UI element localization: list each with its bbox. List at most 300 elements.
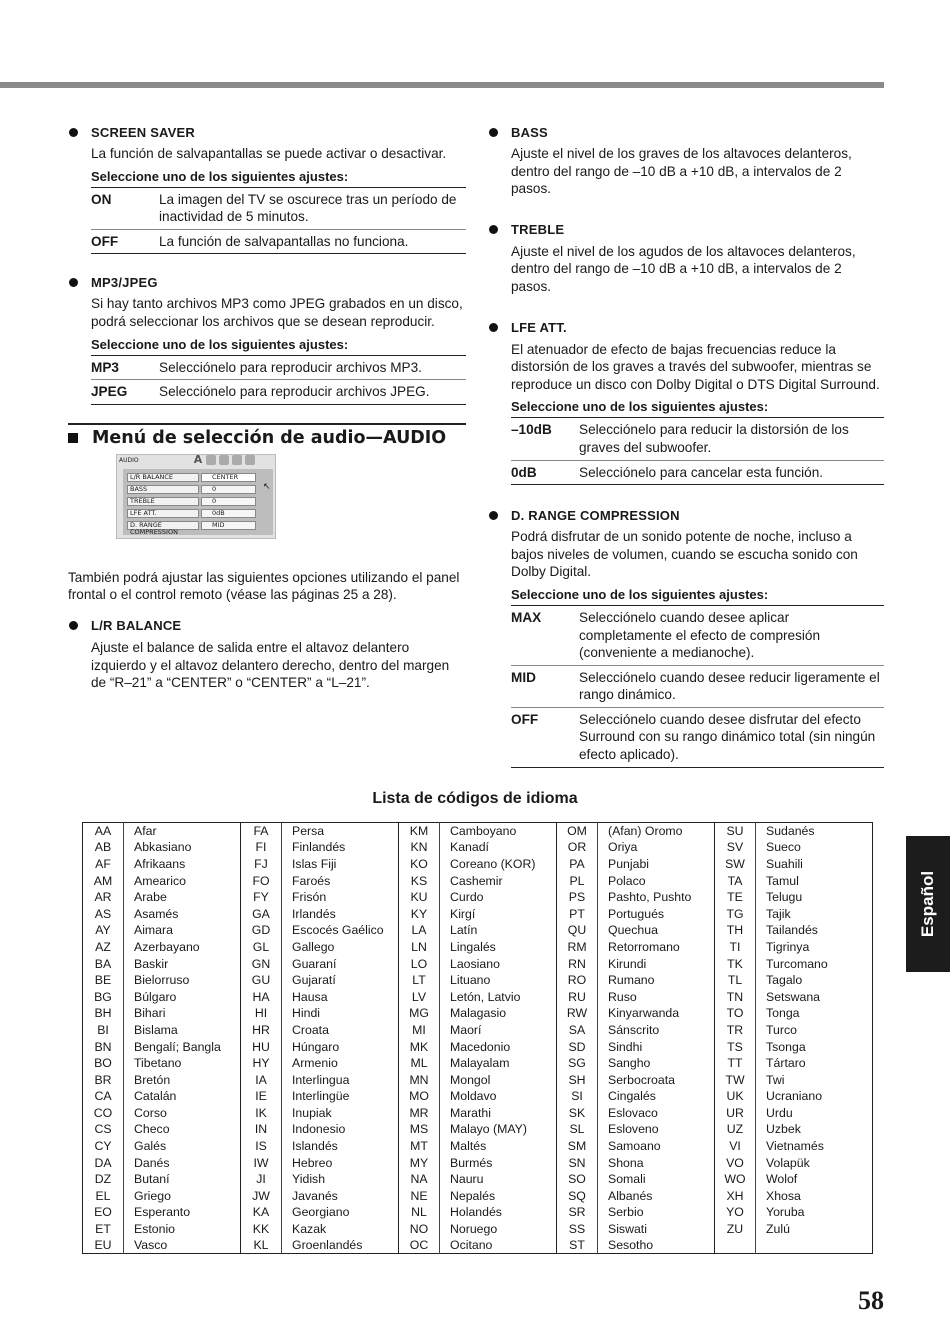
language-row <box>83 1022 873 1039</box>
language-code: OC <box>399 1237 440 1254</box>
language-code: KM <box>399 823 440 840</box>
language-code: XH <box>715 1188 756 1205</box>
osd-label: LFE ATT. <box>127 509 199 518</box>
language-code: KN <box>399 839 440 856</box>
language-code: EU <box>94 1238 112 1253</box>
language-name: Griego <box>124 1188 241 1205</box>
language-code: TI <box>715 939 756 956</box>
language-name: Javanés <box>282 1188 399 1205</box>
language-name: Sangho <box>598 1055 715 1072</box>
language-name: Hausa <box>282 988 399 1005</box>
language-code: KO <box>399 856 440 873</box>
language-code: UZ <box>715 1121 756 1138</box>
option-desc: Selecciónelo para cancelar esta función. <box>579 464 824 480</box>
language-code: KY <box>399 905 440 922</box>
language-code: WO <box>715 1171 756 1188</box>
language-row <box>83 839 873 856</box>
language-code: GL <box>241 939 282 956</box>
option-key: ON <box>91 191 112 207</box>
language-name: Gujaratí <box>282 972 399 989</box>
language-code: BH <box>94 1006 112 1021</box>
option-row <box>511 460 884 485</box>
top-rule <box>0 82 884 88</box>
language-code: IK <box>241 1105 282 1122</box>
language-code: SM <box>557 1138 598 1155</box>
language-code: FI <box>241 839 282 856</box>
language-row <box>83 1188 873 1205</box>
option-desc: Selecciónelo para reducir la distorsión de los graves del subwoofer. <box>579 422 849 455</box>
language-code: MY <box>399 1154 440 1171</box>
language-name: Oriya <box>598 839 715 856</box>
language-code: CA <box>94 1089 112 1104</box>
language-row <box>83 1071 873 1088</box>
language-code: TR <box>715 1022 756 1039</box>
language-name: Escocés Gaélico <box>282 922 399 939</box>
audio-icon: A <box>193 453 203 467</box>
language-name: Tibetano <box>124 1055 241 1072</box>
section-title: L/R BALANCE <box>91 618 182 634</box>
bullet-icon <box>69 621 78 630</box>
option-desc: La función de salvapantallas no funciona. <box>159 233 409 249</box>
language-code: MO <box>399 1088 440 1105</box>
language-name: Macedonio <box>440 1038 557 1055</box>
language-name: Yidish <box>282 1171 399 1188</box>
language-code: HY <box>241 1055 282 1072</box>
language-name: (Afan) Oromo <box>598 823 715 840</box>
language-code: BI <box>97 1022 109 1037</box>
language-code: ST <box>557 1237 598 1254</box>
language-code: VO <box>715 1154 756 1171</box>
language-row <box>83 823 873 840</box>
language-name: Marathi <box>440 1105 557 1122</box>
language-code: DA <box>94 1155 112 1170</box>
language-name: Malayalam <box>440 1055 557 1072</box>
osd-value: MID <box>201 521 256 530</box>
options-table <box>91 356 466 405</box>
option-desc: Selecciónelo para reproducir archivos MP3. <box>159 359 422 375</box>
language-name: Esperanto <box>124 1204 241 1221</box>
language-name: Afar <box>124 823 241 840</box>
lr-balance-section <box>68 616 466 692</box>
language-name: Volapük <box>756 1154 873 1171</box>
language-name: Xhosa <box>756 1188 873 1205</box>
language-row <box>83 1154 873 1171</box>
osd-value: CENTER <box>201 473 256 482</box>
language-code: RU <box>557 988 598 1005</box>
language-name: Tigrinya <box>756 939 873 956</box>
treble-section <box>488 220 884 296</box>
language-code: TW <box>715 1071 756 1088</box>
language-code: QU <box>557 922 598 939</box>
language-code: TS <box>715 1038 756 1055</box>
intro-paragraph: También podrá ajustar las siguientes opciones utilizando el panel frontal o el control remoto (véase las páginas 25 a 28). <box>68 569 460 603</box>
language-name: Urdu <box>756 1105 873 1122</box>
language-code: RM <box>557 939 598 956</box>
option-key: MAX <box>511 609 542 625</box>
language-code: SL <box>557 1121 598 1138</box>
bullet-icon <box>489 323 498 332</box>
language-name: Moldavo <box>440 1088 557 1105</box>
bullet-icon <box>69 278 78 287</box>
language-code: IW <box>241 1154 282 1171</box>
language-name: Estonio <box>124 1221 241 1238</box>
language-code: AS <box>94 906 112 921</box>
option-desc: Selecciónelo para reproducir archivos JPEG. <box>159 384 430 400</box>
language-name: Interlingüe <box>282 1088 399 1105</box>
language-code: AB <box>94 840 112 855</box>
language-name: Serbocroata <box>598 1071 715 1088</box>
language-name: Abkasiano <box>124 839 241 856</box>
language-code: GD <box>241 922 282 939</box>
language-code: GA <box>241 905 282 922</box>
language-name: Inupiak <box>282 1105 399 1122</box>
language-name: Butaní <box>124 1171 241 1188</box>
osd-row <box>127 497 256 506</box>
language-name: Checo <box>124 1121 241 1138</box>
language-code: SI <box>557 1088 598 1105</box>
language-code: GN <box>241 955 282 972</box>
language-code: PL <box>557 872 598 889</box>
language-code: SO <box>557 1171 598 1188</box>
language-name: Bislama <box>124 1022 241 1039</box>
language-name: Kirgí <box>440 905 557 922</box>
language-name: Sindhi <box>598 1038 715 1055</box>
language-row <box>83 1055 873 1072</box>
language-code: JI <box>241 1171 282 1188</box>
language-name: Sesotho <box>598 1237 715 1254</box>
language-name: Curdo <box>440 889 557 906</box>
option-row <box>91 379 466 404</box>
language-name: Serbio <box>598 1204 715 1221</box>
language-name: Tártaro <box>756 1055 873 1072</box>
language-code: FY <box>241 889 282 906</box>
language-name: Bielorruso <box>124 972 241 989</box>
language-name: Tonga <box>756 1005 873 1022</box>
language-code: NO <box>399 1221 440 1238</box>
language-name: Esloveno <box>598 1121 715 1138</box>
section-body: Ajuste el nivel de los graves de los altavoces delanteros, dentro del rango de –10 dB a +10 dB, a intervalos de 2 pasos. <box>511 146 852 197</box>
option-row <box>511 418 884 459</box>
bullet-icon <box>489 128 498 137</box>
language-name: Tsonga <box>756 1038 873 1055</box>
left-column <box>68 122 466 710</box>
select-heading: Seleccione uno de los siguientes ajustes: <box>91 337 466 356</box>
language-code: FO <box>241 872 282 889</box>
language-code: SR <box>557 1204 598 1221</box>
osd-row <box>127 485 256 494</box>
language-code: SD <box>557 1038 598 1055</box>
section-title: SCREEN SAVER <box>91 124 196 140</box>
language-name: Irlandés <box>282 905 399 922</box>
language-code: EL <box>95 1188 111 1203</box>
language-code: RW <box>557 1005 598 1022</box>
option-key: OFF <box>511 711 539 727</box>
language-name: Eslovaco <box>598 1105 715 1122</box>
osd-value: 0dB <box>201 509 256 518</box>
language-row <box>83 1038 873 1055</box>
osd-tab-label: AUDIO <box>119 456 139 464</box>
language-name: Wolof <box>756 1171 873 1188</box>
option-desc: Selecciónelo cuando desee aplicar completamente el efecto de compresión (conveniente a medianoche). <box>579 609 821 661</box>
language-name: Yoruba <box>756 1204 873 1221</box>
language-code: TE <box>715 889 756 906</box>
language-row <box>83 856 873 873</box>
language-code: VI <box>715 1138 756 1155</box>
language-code: IS <box>241 1138 282 1155</box>
language-code: KS <box>399 872 440 889</box>
language-name: Punjabi <box>598 856 715 873</box>
language-row <box>83 872 873 889</box>
select-heading: Seleccione uno de los siguientes ajustes: <box>511 587 884 606</box>
language-code: MI <box>399 1022 440 1039</box>
language-name: Amearico <box>124 872 241 889</box>
language-name: Nauru <box>440 1171 557 1188</box>
option-row <box>511 707 884 767</box>
language-name: Uzbek <box>756 1121 873 1138</box>
square-bullet-icon <box>68 433 78 443</box>
right-column <box>488 122 884 786</box>
language-code: ET <box>95 1222 111 1237</box>
language-name: Mongol <box>440 1071 557 1088</box>
language-name: Camboyano <box>440 823 557 840</box>
language-code: AR <box>94 890 112 905</box>
language-name: Shona <box>598 1154 715 1171</box>
language-name: Albanés <box>598 1188 715 1205</box>
language-name: Islandés <box>282 1138 399 1155</box>
language-code: TL <box>715 972 756 989</box>
language-code: TG <box>715 905 756 922</box>
language-name: Arabe <box>124 889 241 906</box>
language-name: Baskir <box>124 955 241 972</box>
language-code: TA <box>715 872 756 889</box>
language-code: SK <box>557 1105 598 1122</box>
language-name: Letón, Latvio <box>440 988 557 1005</box>
speaker-icon <box>232 455 242 465</box>
osd-label: D. RANGE COMPRESSION <box>127 521 199 530</box>
language-name: Georgiano <box>282 1204 399 1221</box>
language-code: IE <box>241 1088 282 1105</box>
language-name: Pashto, Pushto <box>598 889 715 906</box>
language-name: Faroés <box>282 872 399 889</box>
section-title: TREBLE <box>511 222 565 238</box>
language-name: Latín <box>440 922 557 939</box>
language-code: PA <box>557 856 598 873</box>
language-name: Ucraniano <box>756 1088 873 1105</box>
language-name: Coreano (KOR) <box>440 856 557 873</box>
language-name: Interlingua <box>282 1071 399 1088</box>
language-name: Maltés <box>440 1138 557 1155</box>
language-name: Groenlandés <box>282 1237 399 1254</box>
option-row <box>511 665 884 707</box>
language-row <box>83 955 873 972</box>
osd-row <box>127 473 256 482</box>
option-key: OFF <box>91 233 119 249</box>
language-code: KU <box>399 889 440 906</box>
language-code: SU <box>715 823 756 840</box>
section-title: BASS <box>511 124 548 140</box>
language-name: Malayo (MAY) <box>440 1121 557 1138</box>
section-body: El atenuador de efecto de bajas frecuencias reduce la distorsión de los graves a través del subwoofer, mientras se reproduce un disco con Dolby Digital o DTS Digital Surround. <box>511 341 880 392</box>
language-code: TK <box>715 955 756 972</box>
language-name: Hindi <box>282 1005 399 1022</box>
language-code: CY <box>94 1139 112 1154</box>
option-desc: Selecciónelo cuando desee reducir ligeramente el rango dinámico. <box>579 669 880 703</box>
side-tab-label: Español <box>918 870 937 938</box>
language-name: Rumano <box>598 972 715 989</box>
language-name: Vietnamés <box>756 1138 873 1155</box>
disc-icon <box>219 455 229 465</box>
language-code: TN <box>715 988 756 1005</box>
language-code: BG <box>94 989 112 1004</box>
language-row <box>83 1105 873 1122</box>
language-name: Guaraní <box>282 955 399 972</box>
language-name: Samoano <box>598 1138 715 1155</box>
language-code: NL <box>399 1204 440 1221</box>
option-row <box>91 229 466 254</box>
section-body: Ajuste el balance de salida entre el altavoz delantero izquierdo y el altavoz delantero derecho, dentro del margen de “R–21” a “CENTER” o “CENTER” a “L–21”. <box>91 639 450 691</box>
language-code: AY <box>95 923 111 938</box>
language-code: KL <box>241 1237 282 1254</box>
language-code: BR <box>94 1072 112 1087</box>
language-name: Quechua <box>598 922 715 939</box>
osd-row <box>127 509 256 518</box>
language-name: Croata <box>282 1022 399 1039</box>
language-code: HA <box>241 988 282 1005</box>
language-name: Kanadí <box>440 839 557 856</box>
language-code: JW <box>241 1188 282 1205</box>
section-body: Ajuste el nivel de los agudos de los altavoces delanteros, dentro del rango de –10 dB a +10 dB, a intervalos de 2 pasos. <box>511 243 856 294</box>
language-name: Gallego <box>282 939 399 956</box>
language-code: PS <box>557 889 598 906</box>
language-code: AF <box>95 856 111 871</box>
language-code: MN <box>399 1071 440 1088</box>
language-name: Sánscrito <box>598 1022 715 1039</box>
screen-saver-section <box>68 122 466 254</box>
language-row <box>83 1221 873 1238</box>
language-code: KK <box>241 1221 282 1238</box>
language-code: UR <box>715 1105 756 1122</box>
lfe-section <box>488 318 884 486</box>
language-row <box>83 1138 873 1155</box>
language-code: YO <box>715 1204 756 1221</box>
language-code: SW <box>715 856 756 873</box>
language-name: Catalán <box>124 1088 241 1105</box>
language-code: SH <box>557 1071 598 1088</box>
language-name: Húngaro <box>282 1038 399 1055</box>
language-name: Holandés <box>440 1204 557 1221</box>
cursor-icon: ↖ <box>263 481 271 492</box>
language-code: FA <box>241 823 282 840</box>
bullet-icon <box>489 511 498 520</box>
language-name: Armenio <box>282 1055 399 1072</box>
language-code: TO <box>715 1005 756 1022</box>
language-name: Cingalés <box>598 1088 715 1105</box>
language-code: AM <box>93 873 113 888</box>
language-name: Búlgaro <box>124 988 241 1005</box>
language-code: LN <box>399 939 440 956</box>
language-row <box>83 922 873 939</box>
language-code: HI <box>241 1005 282 1022</box>
language-name: Persa <box>282 823 399 840</box>
language-name: Corso <box>124 1105 241 1122</box>
language-name: Suahili <box>756 856 873 873</box>
select-heading: Seleccione uno de los siguientes ajustes: <box>511 399 884 418</box>
language-name: Vasco <box>124 1237 241 1254</box>
language-code-table <box>82 822 873 1254</box>
option-key: MID <box>511 669 536 685</box>
language-side-tab <box>906 836 950 972</box>
language-code: GU <box>241 972 282 989</box>
language-code: TT <box>715 1055 756 1072</box>
language-code: SV <box>715 839 756 856</box>
language-name: Kinyarwanda <box>598 1005 715 1022</box>
menu-heading-text: Menú de selección de audio—AUDIO <box>92 427 447 448</box>
language-code: RN <box>557 955 598 972</box>
language-code: OR <box>557 839 598 856</box>
osd-label: L/R BALANCE <box>127 473 199 482</box>
osd-row <box>127 520 256 536</box>
language-name: Sudanés <box>756 823 873 840</box>
language-name: Danés <box>124 1154 241 1171</box>
language-name: Indonesio <box>282 1121 399 1138</box>
osd-label: BASS <box>127 485 199 494</box>
language-code: DZ <box>94 1172 112 1187</box>
language-name: Noruego <box>440 1221 557 1238</box>
option-row <box>91 188 466 229</box>
language-name: Twi <box>756 1071 873 1088</box>
language-row <box>83 1088 873 1105</box>
language-code: HU <box>241 1038 282 1055</box>
language-name: Siswati <box>598 1221 715 1238</box>
section-title: LFE ATT. <box>511 320 567 336</box>
language-name: Retorromano <box>598 939 715 956</box>
language-code: RO <box>557 972 598 989</box>
language-name: Kirundi <box>598 955 715 972</box>
language-code: UK <box>715 1088 756 1105</box>
language-name: Laosiano <box>440 955 557 972</box>
section-body: Si hay tanto archivos MP3 como JPEG grabados en un disco, podrá seleccionar los archivos que se desean reproducir. <box>91 296 463 329</box>
language-code: SS <box>557 1221 598 1238</box>
language-code: MT <box>399 1138 440 1155</box>
language-code: NE <box>399 1188 440 1205</box>
drc-section <box>488 505 884 768</box>
language-row <box>83 1204 873 1221</box>
option-row <box>91 356 466 380</box>
osd-value: 0 <box>201 497 256 506</box>
language-code: NA <box>399 1171 440 1188</box>
language-name: Zulú <box>756 1221 873 1238</box>
language-code: OM <box>557 823 598 840</box>
language-code: ZU <box>715 1221 756 1238</box>
osd-label: TREBLE <box>127 497 199 506</box>
language-name: Telugu <box>756 889 873 906</box>
language-row <box>83 1005 873 1022</box>
language-code: SA <box>557 1022 598 1039</box>
section-title: MP3/JPEG <box>91 274 158 290</box>
option-row <box>511 606 884 665</box>
language-code: TH <box>715 922 756 939</box>
language-name: Polaco <box>598 872 715 889</box>
language-name: Turcomano <box>756 955 873 972</box>
language-name: Bretón <box>124 1071 241 1088</box>
language-name: Azerbayano <box>124 939 241 956</box>
language-code: HR <box>241 1022 282 1039</box>
select-heading: Seleccione uno de los siguientes ajustes: <box>91 169 466 188</box>
option-desc: Selecciónelo cuando desee disfrutar del efecto Surround con su rango dinámico total (sin ningún efecto aplicado). <box>579 711 876 763</box>
language-code: CO <box>93 1105 113 1120</box>
language-row <box>83 1121 873 1138</box>
screen-icon <box>206 455 216 465</box>
